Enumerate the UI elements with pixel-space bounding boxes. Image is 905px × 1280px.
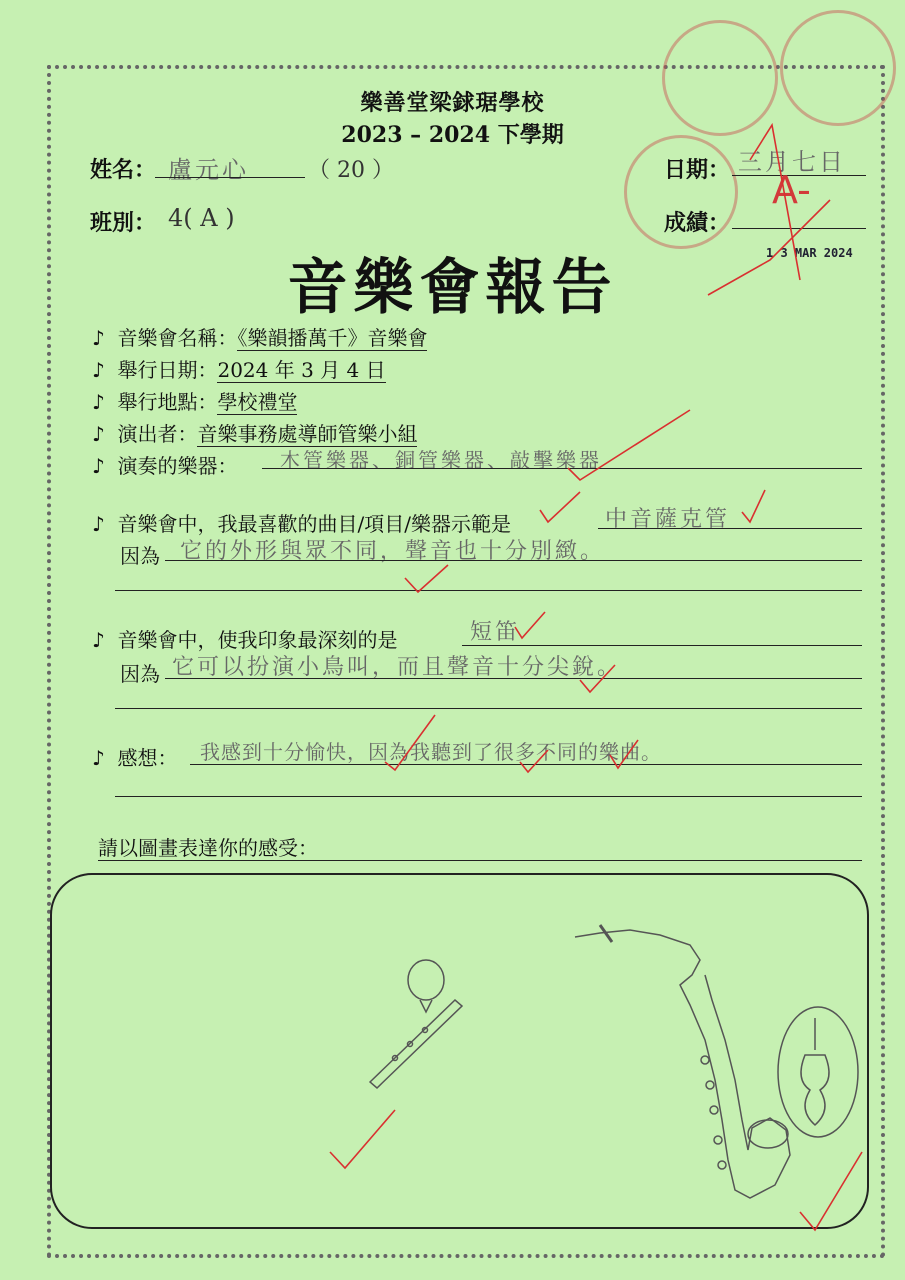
list-item: ♪ 演出者：音樂事務處導師管樂小組 bbox=[92, 422, 418, 446]
grade-label: 成績： bbox=[664, 210, 731, 236]
because-label: 因為 bbox=[120, 662, 160, 686]
page-title: 音樂會報告 bbox=[287, 253, 618, 323]
saxophone-sketch bbox=[575, 925, 790, 1198]
feeling-label: ♪ 感想： bbox=[92, 746, 178, 770]
teacher-marks bbox=[330, 125, 862, 1230]
music-note-icon: ♪ bbox=[92, 746, 105, 770]
because-label: 因為 bbox=[120, 544, 160, 568]
grade-value: A- bbox=[772, 168, 811, 212]
name-value: 盧元心 bbox=[168, 156, 249, 184]
class-value: 4( A ) bbox=[168, 204, 235, 232]
stamp-date: 1 3 MAR 2024 bbox=[766, 246, 853, 260]
term-label: 2023 – 2024 下學期 bbox=[341, 122, 564, 148]
class-label: 班別： bbox=[90, 210, 157, 236]
piccolo-sketch bbox=[370, 960, 462, 1088]
date-value: 三月七日 bbox=[738, 148, 846, 176]
impressive-reason: 它可以扮演小鳥叫，而且聲音十分尖銳。 bbox=[172, 655, 623, 680]
class-number: （ 20 ） bbox=[308, 158, 394, 183]
music-note-icon: ♪ bbox=[92, 358, 105, 382]
music-note-icon: ♪ bbox=[92, 454, 105, 478]
instruments-answer: 木管樂器、銅管樂器、敲擊樂器 bbox=[280, 448, 602, 472]
drawing-prompt: 請以圖畫表達你的感受： bbox=[98, 836, 318, 860]
music-note-icon: ♪ bbox=[92, 422, 105, 446]
impressive-prompt: ♪ 音樂會中，使我印象最深刻的是 bbox=[92, 628, 398, 652]
list-item: ♪ 音樂會名稱：《樂韻播萬千》音樂會 bbox=[92, 326, 428, 350]
list-item: ♪ 演奏的樂器： bbox=[92, 454, 238, 478]
favorite-answer: 中音薩克管 bbox=[605, 507, 731, 532]
music-note-icon: ♪ bbox=[92, 390, 105, 414]
violin-sketch bbox=[778, 1007, 858, 1137]
favorite-prompt: ♪ 音樂會中，我最喜歡的曲目/項目/樂器示範是 bbox=[92, 512, 511, 536]
date-label: 日期： bbox=[664, 157, 731, 183]
music-note-icon: ♪ bbox=[92, 512, 105, 536]
impressive-answer: 短笛 bbox=[470, 620, 521, 645]
list-item: ♪ 舉行地點：學校禮堂 bbox=[92, 390, 298, 414]
music-note-icon: ♪ bbox=[92, 628, 105, 652]
name-label: 姓名： bbox=[90, 157, 157, 183]
feeling-answer: 我感到十分愉快，因為我聽到了很多不同的樂曲。 bbox=[200, 740, 662, 764]
school-name: 樂善堂梁銶琚學校 bbox=[360, 90, 545, 116]
music-note-icon: ♪ bbox=[92, 326, 105, 350]
list-item: ♪ 舉行日期：2024 年 3 月 4 日 bbox=[92, 358, 386, 382]
favorite-reason: 它的外形與眾不同，聲音也十分別緻。 bbox=[180, 539, 606, 564]
